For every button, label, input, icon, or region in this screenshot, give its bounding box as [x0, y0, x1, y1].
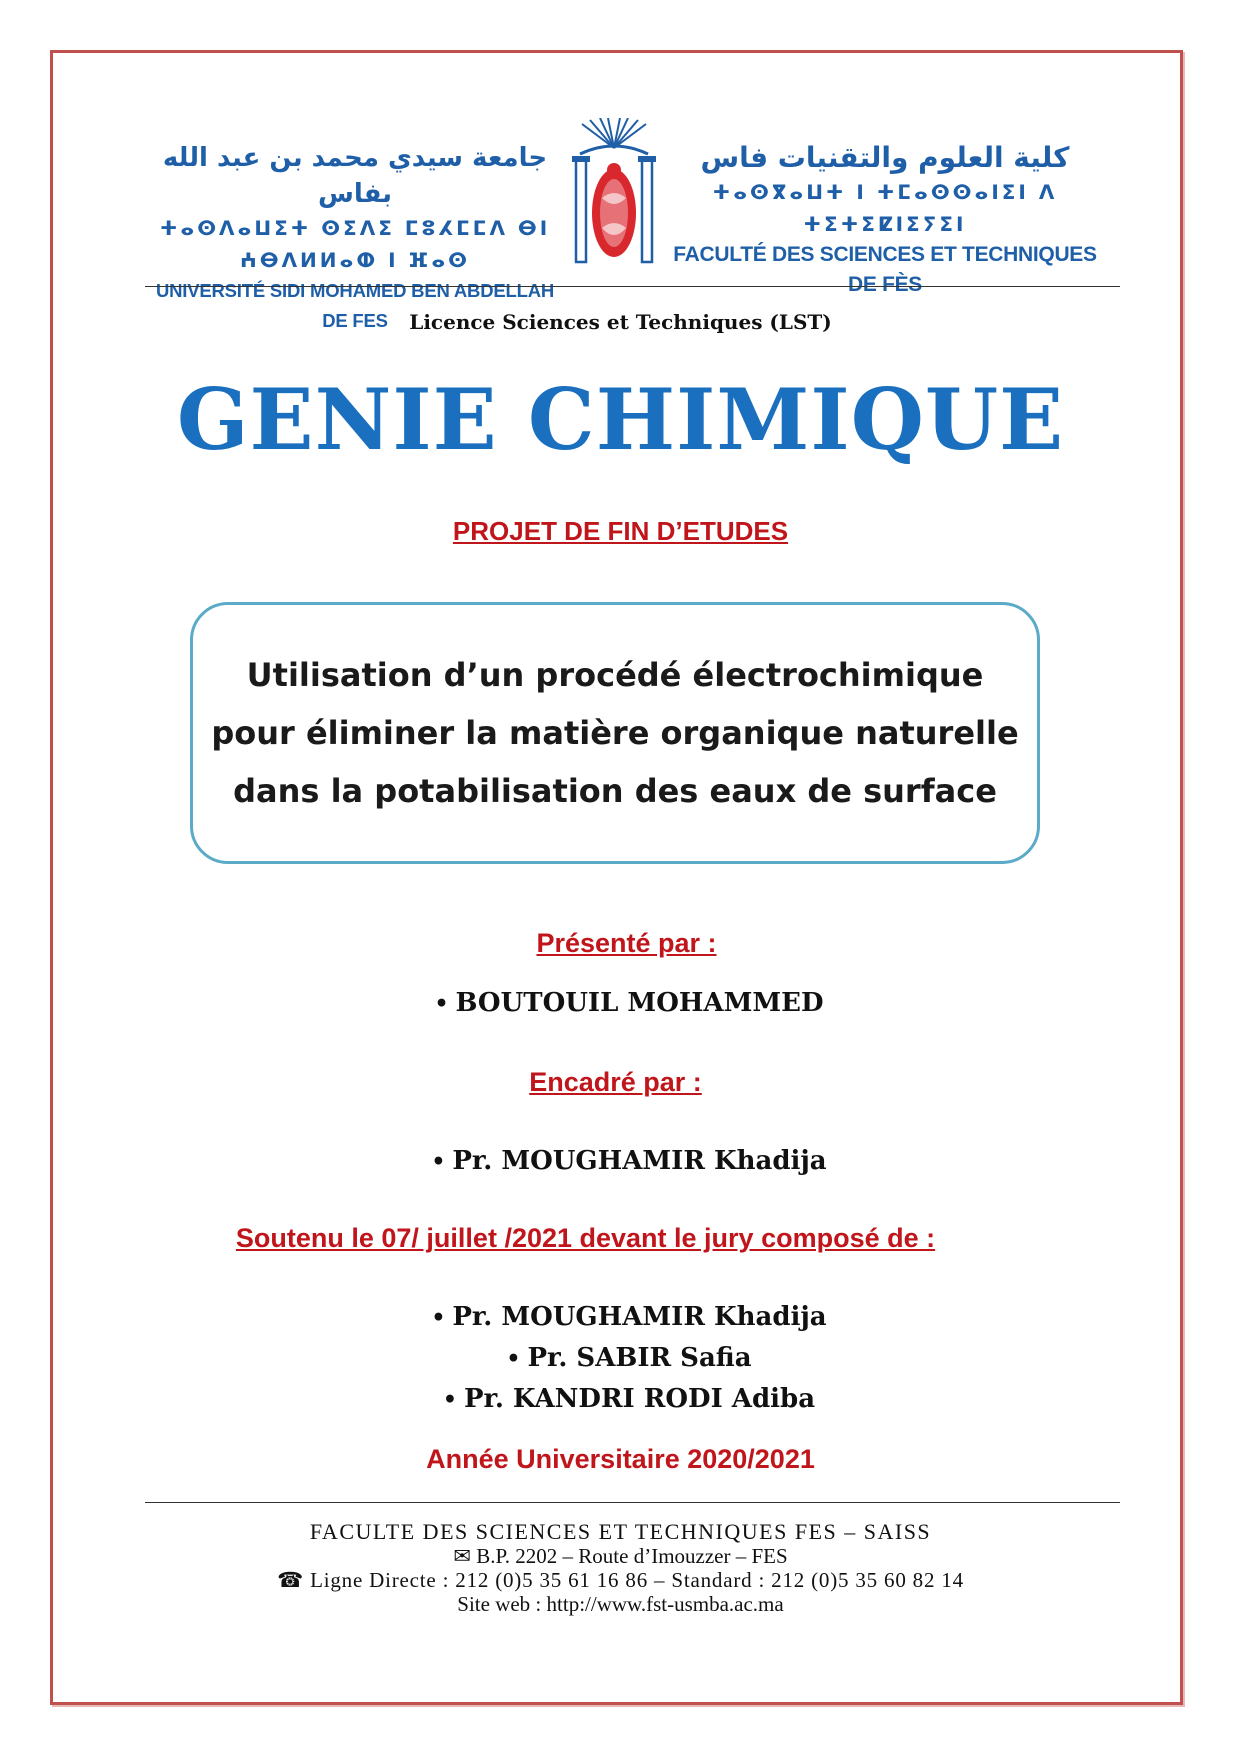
subject-line-1: Utilisation d’un procédé électrochimique	[246, 656, 984, 694]
faculty-name-latin: FACULTÉ DES SCIENCES ET TECHNIQUES DE FÈS	[673, 243, 1097, 296]
jury-member	[0, 1384, 1241, 1414]
academic-year: Année Universitaire 2020/2021	[426, 1444, 815, 1474]
supervised-section	[0, 1067, 1241, 1098]
presented-section	[0, 928, 1241, 959]
footer-address: B.P. 2202 – Route d’Imouzzer – FES	[476, 1544, 788, 1568]
subject-text	[211, 646, 1018, 820]
jury-member-name: Pr. SABIR Safia	[527, 1343, 752, 1373]
university-emblem-icon	[572, 118, 656, 266]
footer-phone-row	[0, 1568, 1241, 1592]
header-divider	[145, 286, 1120, 287]
subject-line-2: pour éliminer la matière organique naturelle	[211, 714, 1019, 752]
jury-member-name: Pr. KANDRI RODI Adiba	[463, 1384, 816, 1414]
faculty-block	[665, 140, 1105, 300]
subject-box	[190, 602, 1040, 864]
phone-icon: ☎	[277, 1568, 305, 1592]
bullet-icon: •	[431, 1305, 446, 1331]
bullet-icon: •	[431, 1149, 446, 1175]
footer-website: Site web : http://www.fst-usmba.ac.ma	[457, 1592, 784, 1616]
jury-label: Soutenu le 07/ juillet /2021 devant le jury composé de :	[235, 1223, 936, 1253]
university-name-tifinagh: ⵜⴰⵙⴷⴰⵡⵉⵜ ⵙⵉⴷⵉ ⵎⵓⵃⵎⵎⴷ ⴱⵏ ⵄⴱⴷⵍⵍⴰⵀ ⵏ ⴼⴰⵙ	[159, 216, 551, 272]
jury-member-name: Pr. MOUGHAMIR Khadija	[452, 1302, 827, 1332]
bullet-icon: •	[442, 1387, 457, 1413]
student-item	[0, 988, 1241, 1018]
bullet-icon: •	[434, 991, 449, 1017]
mailbox-icon: ✉	[453, 1544, 471, 1568]
bullet-icon: •	[506, 1346, 521, 1372]
page-title: GENIE CHIMIQUE	[176, 370, 1065, 469]
jury-section	[0, 1223, 1241, 1254]
project-label: PROJET DE FIN D’ETUDES	[452, 516, 789, 546]
footer-faculty: FACULTE DES SCIENCES ET TECHNIQUES FES – SAISS	[309, 1519, 932, 1544]
faculty-name-arabic: كلية العلوم والتقنيات فاس	[700, 141, 1070, 174]
supervisor-item	[0, 1146, 1241, 1176]
university-name-latin: UNIVERSITÉ SIDI MOHAMED BEN ABDELLAH DE FES	[155, 280, 555, 331]
presented-label: Présenté par :	[536, 928, 717, 958]
footer	[0, 1520, 1241, 1616]
jury-member	[0, 1302, 1241, 1332]
supervised-label: Encadré par :	[529, 1067, 702, 1097]
subject-line-3: dans la potabilisation des eaux de surface	[233, 772, 997, 810]
footer-address-row	[0, 1544, 1241, 1568]
jury-member	[0, 1343, 1241, 1373]
faculty-name-tifinagh: ⵜⴰⵙⴳⴰⵡⵜ ⵏ ⵜⵎⴰⵙⵙⴰⵏⵉⵏ ⴷ ⵜⵉⵜⵉⵇⵏⵉⵢⵉⵏ	[712, 180, 1058, 236]
footer-phone: Ligne Directe : 212 (0)5 35 61 16 86 – Standard : 212 (0)5 35 60 82 14	[310, 1568, 964, 1592]
student-name: BOUTOUIL MOHAMMED	[455, 988, 824, 1018]
footer-divider	[145, 1502, 1120, 1503]
university-block	[150, 140, 560, 336]
licence-label: Licence Sciences et Techniques (LST)	[409, 310, 832, 334]
university-name-arabic: جامعة سيدي محمد بن عبد الله بفاس	[162, 143, 548, 209]
supervisor-name: Pr. MOUGHAMIR Khadija	[452, 1146, 827, 1176]
